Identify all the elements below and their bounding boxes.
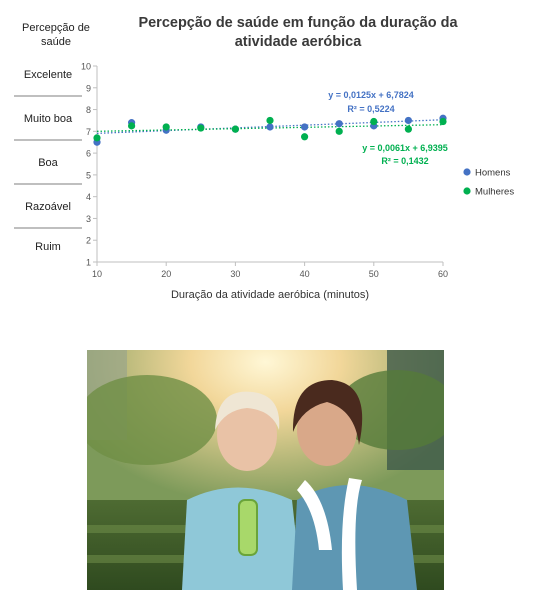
x-axis-title: Duração da atividade aeróbica (minutos) — [170, 289, 370, 301]
category-label: Boa — [38, 157, 58, 169]
legend — [463, 168, 514, 198]
data-point-mulheres — [336, 128, 343, 135]
data-point-mulheres — [93, 134, 100, 141]
y-tick-label: 3 — [85, 213, 91, 224]
data-point-mulheres — [439, 118, 446, 125]
y-tick-label: 4 — [85, 192, 91, 203]
data-point-homens — [301, 123, 308, 130]
legend-label: Homens — [475, 167, 511, 179]
data-point-mulheres — [232, 126, 239, 133]
trendline-equation: y = 0,0061x + 6,9395 — [362, 143, 448, 153]
two-smiling-older-women-photo — [87, 350, 444, 590]
category-column — [14, 69, 82, 253]
x-tick-label: 50 — [368, 269, 379, 279]
data-point-homens — [405, 117, 412, 124]
trendline-r2: R² = 0,5224 — [347, 104, 395, 114]
y-tick-label: 1 — [85, 257, 91, 268]
category-label: Excelente — [23, 69, 73, 81]
chart-title-text: Percepção de saúde em função da duração da atividade aeróbica — [138, 15, 458, 50]
trendline-equation: y = 0,0125x + 6,7824 — [328, 90, 414, 100]
y-tick-label: 6 — [85, 148, 91, 159]
data-point-mulheres — [128, 122, 135, 129]
data-point-mulheres — [197, 124, 204, 131]
y-axis-title: Percepção de saúde — [22, 22, 90, 48]
y-tick-label: 10 — [80, 61, 91, 72]
data-point-mulheres — [405, 126, 412, 133]
women-photo — [87, 350, 444, 590]
legend-marker — [463, 187, 470, 194]
trendline-r2: R² = 0,1432 — [381, 156, 429, 166]
y-tick-label: 7 — [85, 126, 91, 137]
y-tick-label: 2 — [85, 235, 91, 246]
data-point-homens — [336, 120, 343, 127]
y-tick-label: 8 — [85, 105, 91, 116]
data-point-mulheres — [163, 123, 170, 130]
data-point-mulheres — [301, 133, 308, 140]
data-point-mulheres — [370, 118, 377, 125]
chart-title — [138, 15, 458, 50]
y-tick-label: 9 — [85, 83, 91, 94]
legend-marker — [463, 168, 470, 175]
x-tick-label: 10 — [91, 269, 103, 279]
x-tick-label: 60 — [437, 269, 449, 279]
category-label: Muito boa — [23, 113, 73, 125]
trendline-equations — [328, 90, 448, 166]
x-tick-label: 40 — [299, 269, 310, 279]
data-point-mulheres — [266, 117, 273, 124]
category-label: Razoável — [25, 201, 71, 213]
category-label: Ruim — [35, 241, 61, 253]
y-tick-label: 5 — [85, 170, 91, 181]
x-tick-label: 20 — [161, 269, 172, 279]
legend-label: Mulheres — [475, 186, 515, 198]
data-point-homens — [266, 123, 273, 130]
x-tick-label: 30 — [230, 269, 241, 279]
